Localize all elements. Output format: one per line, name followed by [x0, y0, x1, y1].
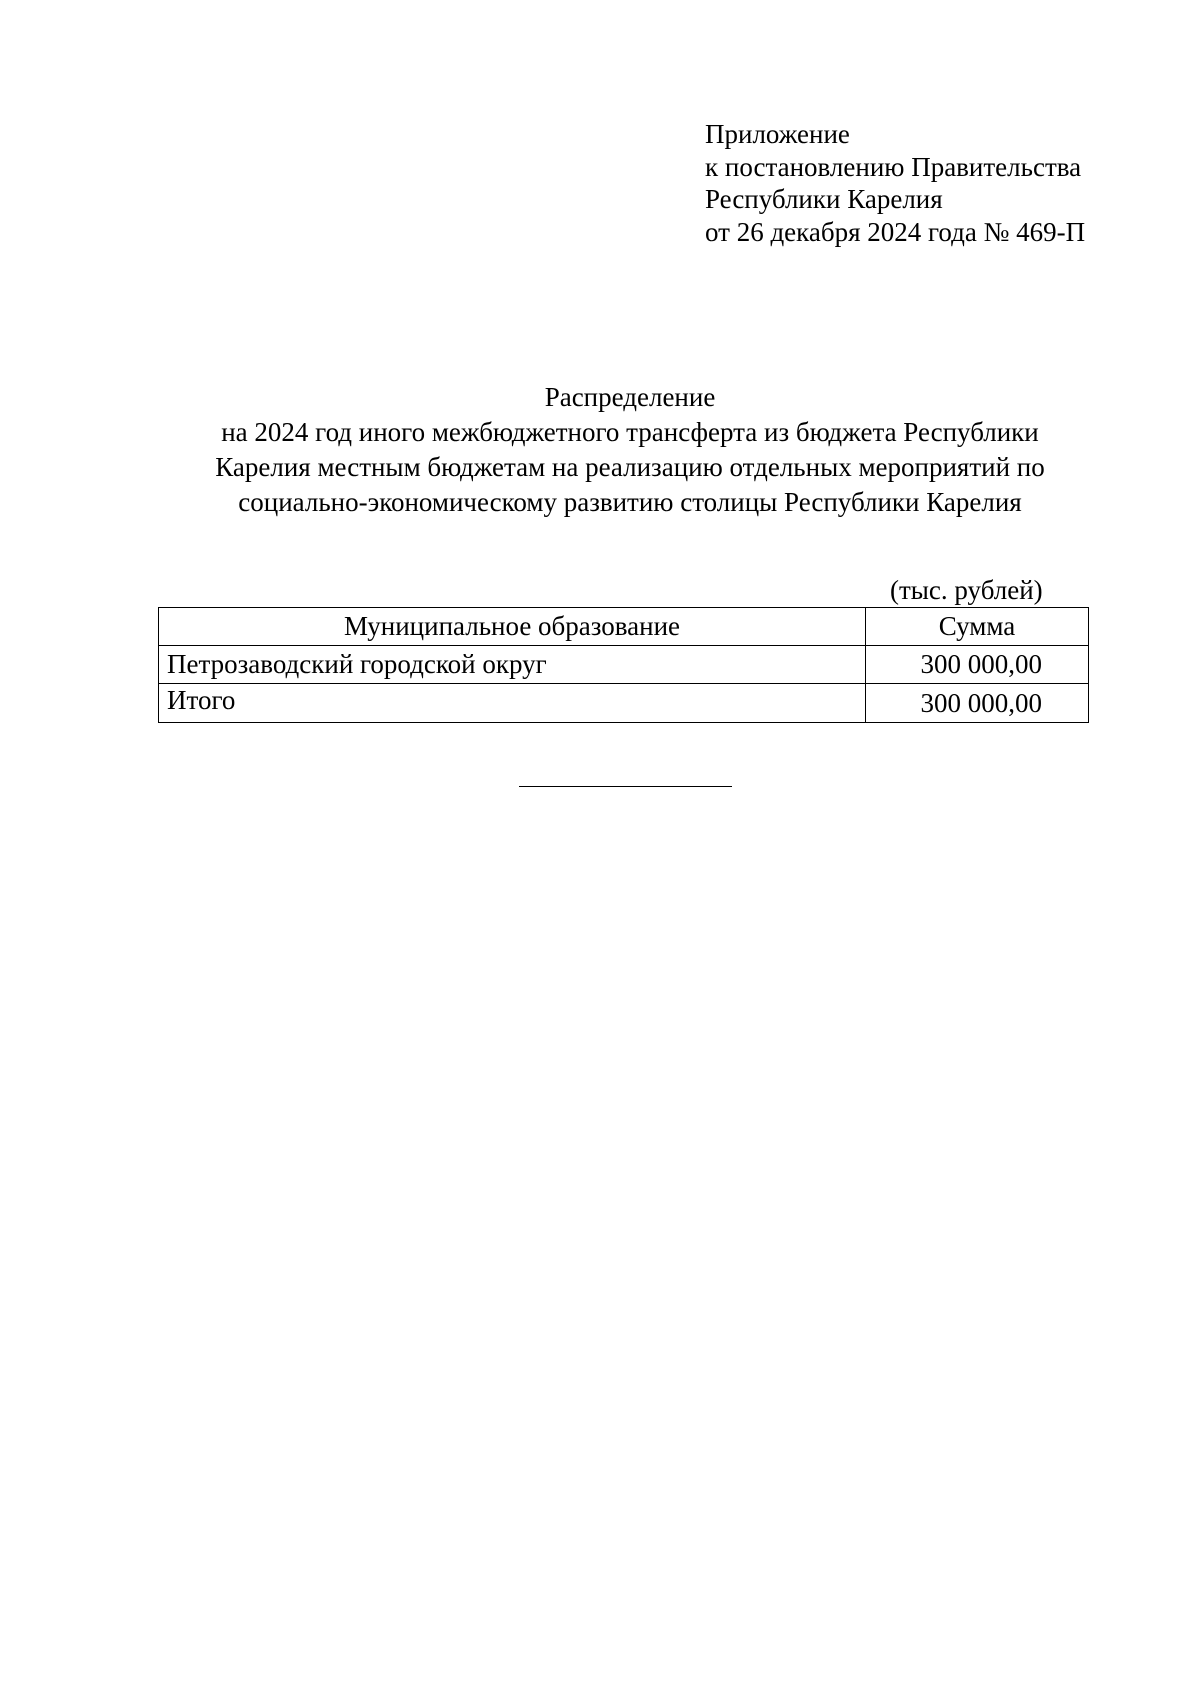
units-label: (тыс. рублей): [890, 575, 1043, 605]
title-line: социально-экономическому развитию столицы Республики Карелия: [238, 487, 1022, 517]
total-row: [159, 684, 1089, 723]
table-row: [159, 646, 1089, 684]
table-header-row: [159, 608, 1089, 646]
appendix-line: Приложение: [705, 119, 850, 149]
amount-cell: 300 000,00: [866, 646, 1089, 684]
appendix-header: [705, 118, 1175, 248]
title-line: на 2024 год иного межбюджетного трансферта из бюджета Республики: [221, 417, 1039, 447]
appendix-line: Республики Карелия: [705, 184, 943, 214]
header-municipality: Муниципальное образование: [159, 608, 866, 646]
appendix-line: от 26 декабря 2024 года № 469-П: [705, 216, 1086, 247]
appendix-line: к постановлению Правительства: [705, 151, 1082, 182]
municipality-cell: Петрозаводский городской округ: [159, 646, 866, 684]
header-amount: Сумма: [866, 608, 1089, 646]
end-divider: [519, 786, 732, 787]
title-line: Распределение: [544, 382, 716, 412]
total-amount: 300 000,00: [866, 684, 1089, 723]
total-label: Итого: [159, 684, 866, 723]
title-line: Карелия местным бюджетам на реализацию отдельных мероприятий по: [215, 452, 1045, 482]
document-title: [140, 380, 1120, 520]
distribution-table: [158, 607, 1089, 723]
